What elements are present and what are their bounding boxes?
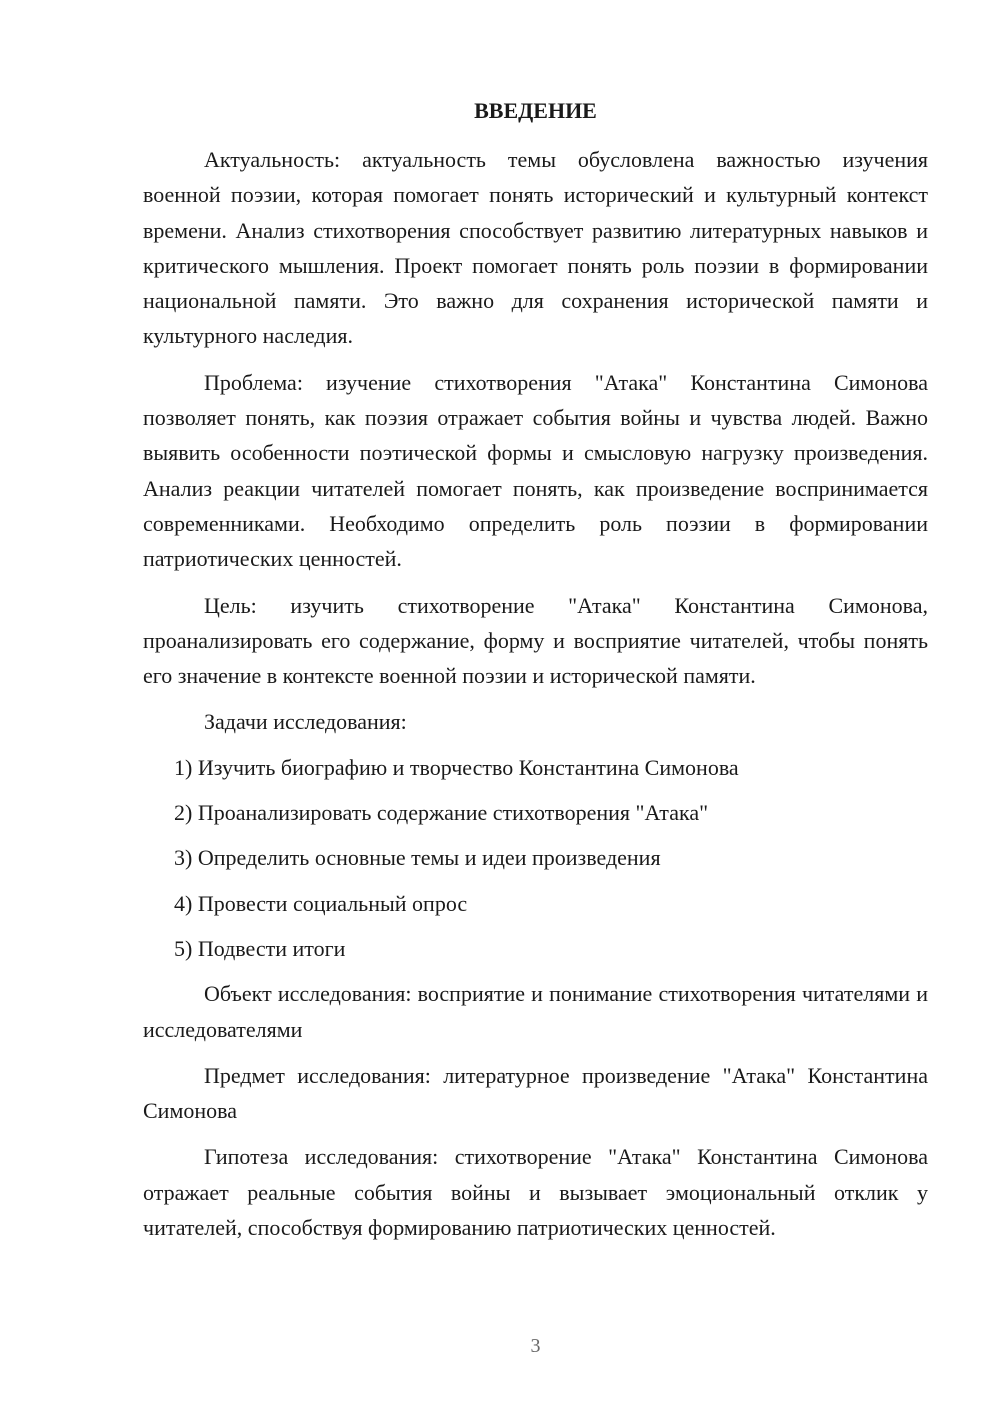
page-title: ВВЕДЕНИЕ (474, 98, 597, 123)
hypothesis-paragraph: Гипотеза исследования: стихотворение "Атака" Константина Симонова отражает реальные события войны и вызывает эмоциональный отклик у читателей, способствуя формированию патриотических ценностей. (143, 1144, 928, 1241)
task-item-3: 3) Определить основные темы и идеи произведения (174, 845, 661, 871)
object-paragraph: Объект исследования: восприятие и понимание стихотворения читателями и исследователями (143, 981, 928, 1042)
task-item-1: 1) Изучить биографию и творчество Константина Симонова (174, 754, 739, 780)
task-item-5: 5) Подвести итоги (174, 935, 346, 961)
subject-paragraph: Предмет исследования: литературное произведение "Атака" Константина Симонова (143, 1062, 928, 1124)
goal-paragraph: Цель: изучить стихотворение "Атака" Константина Симонова, проанализировать его содержание, форму и восприятие читателей, чтобы понять его значение в контексте военной поэзии и исторической памяти. (143, 592, 928, 689)
problem-paragraph: Проблема: изучение стихотворения "Атака" Константина Симонова позволяет понять, как поэзия отражает события войны и чувства людей. Важно выявить особенности поэтической формы и смысловую нагрузку произведения. Анализ реакции читателей помогает понять, как произведение воспринимается современниками. Необходимо определить роль поэзии в формировании патриотических ценностей. (143, 369, 928, 572)
relevance-paragraph: Актуальность: актуальность темы обусловлена важностью изучения военной поэзии, которая помогает понять исторический и культурный контекст времени. Анализ стихотворения способствует развитию литературных навыков и критического мышления. Проект помогает понять роль поэзии в формировании национальной памяти. Это важно для сохранения исторической памяти и культурного наследия. (143, 147, 928, 349)
tasks-heading: Задачи исследования: (204, 709, 407, 735)
document-page (143, 0, 928, 1414)
task-item-4: 4) Провести социальный опрос (174, 890, 468, 916)
page-number: 3 (530, 1335, 541, 1357)
task-item-2: 2) Проанализировать содержание стихотворения "Атака" (174, 800, 709, 826)
page-body (143, 142, 928, 1256)
tasks-list (143, 750, 928, 966)
